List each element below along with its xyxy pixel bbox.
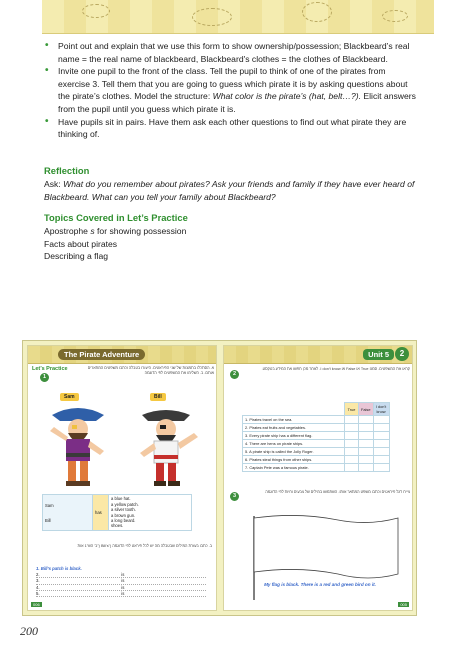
tick-cell[interactable] [359,456,374,464]
statement: 4. There are hens on pirate ships. [243,440,345,448]
topic-item: Describing a flag [44,251,109,262]
statement: 7. Captain Pete was a famous pirate. [243,464,345,472]
lets-practice-label: Let’s Practice [32,366,68,372]
topic-italic: s [90,226,95,236]
teaching-steps-list [58,40,418,141]
topics-list [44,225,424,263]
tick-cell[interactable] [359,432,374,440]
line-number: 2. [36,572,40,578]
table-row [243,432,390,440]
table-name: Bill [45,517,51,523]
line-number: 3. [36,578,40,584]
bullet-text: Have pupils sit in pairs. Have them ask each other questions to find out what pirate they are thinking of. [58,116,407,140]
topic-item: Apostrophe s for showing possession [44,226,187,236]
bullet-item [58,40,418,65]
flag-example-sentence: My flag is black. There is a red and green bird on it. [264,582,376,587]
tick-cell[interactable] [345,456,359,464]
instruction-text: א. הסתכלו בתמונות של שני הפיראטים. היעזרו בטבלה וכתבו משפטים המתארים אותם. ב. השלימו את המשפטים לפי הדוגמה [87,366,214,375]
exercise-number: 1 [40,373,49,382]
statement: 6. Pirates steal things from other ships. [243,456,345,464]
table-row [243,464,390,472]
right-page-number: 005 [400,602,407,607]
textbook-spread [22,340,417,616]
instruction-text: קראו את המשפטים. סמנו True או False או I don't know. לאחר מכן חפשו את המידע בטקסט. [261,367,410,371]
tick-cell[interactable] [345,448,359,456]
pirate-bill-illustration [128,401,204,491]
left-page-number: 006 [33,602,40,607]
table-name: Sam [45,502,54,508]
table-row [243,440,390,448]
bullet-item [58,116,418,141]
table-option: shoes. [111,523,124,529]
tick-cell[interactable] [373,456,389,464]
statement: 3. Every pirate ship has a different flag. [243,432,345,440]
decorative-map-banner [42,0,434,34]
unit-label: Unit 5 [363,349,394,360]
right-page [223,345,413,611]
tick-cell[interactable] [373,432,389,440]
exercise-number: 3 [230,492,239,501]
header-true: True [345,403,359,416]
example-sentence: 1. Bill’s patch is black. [36,566,82,571]
bullet-text: Invite one pupil to the front of the class. Tell the pupil to think of one of the pirates from exercise 3. Tell them that you are going to guess which pirate it is by asking questions about the pirate’s clothes. Model the structure: [58,66,408,102]
names-cell [43,495,93,531]
page-number: 200 [20,624,38,638]
line-word: is [121,584,125,590]
tick-cell[interactable] [359,424,374,432]
write-line[interactable] [36,591,206,597]
pirate-name-tag: Sam [60,393,79,401]
table-row [243,416,390,424]
table-option: a blue hat. [111,496,131,502]
unit-number-badge: 2 [395,347,409,361]
instruction-text-2: ב. כתבו בעזרת המילים שבטבלה מה יש לכל פיראט לפי הדוגמה ("Bill's ("ב' הש"1 אות [77,544,212,548]
word-dont-know: I don't know [320,367,341,371]
tick-cell[interactable] [345,432,359,440]
reflection-text [44,178,424,203]
statement: 2. Pirates eat fruits and vegetables. [243,424,345,432]
table-option: a silver tooth. [111,507,136,513]
word-true: True [360,367,369,371]
bullet-item [58,65,418,115]
line-word: is [121,590,125,596]
reflection-heading: Reflection [44,165,90,176]
table-row [243,424,390,432]
line-number: 5. [36,590,40,596]
table-option: a long beard. [111,517,136,523]
bullet-text: Elicit answers from the pupil until you guess which pirate it is. [58,91,416,114]
table-option: a brown gun. [111,512,136,518]
tick-cell[interactable] [373,464,389,472]
table-option: a yellow patch. [111,501,139,507]
header-false: False [359,403,374,416]
pirate-name-tag: Bill [150,393,166,401]
reflection-question: What do you remember about pirates? Ask your friends and family if they have ever heard of Blackbeard. What can you tell your family about Blackbeard? [44,179,415,202]
options-cell [109,495,192,531]
table-row [243,448,390,456]
page-title: The Pirate Adventure [58,349,145,360]
topics-heading: Topics Covered in Let’s Practice [44,212,188,223]
tick-cell[interactable] [359,464,374,472]
tick-cell[interactable] [359,416,374,424]
tick-cell[interactable] [345,464,359,472]
pirate-description-table [42,494,192,531]
tick-cell[interactable] [345,424,359,432]
tick-cell[interactable] [359,448,374,456]
header-dont-know: I don't know [373,403,389,416]
instruction-text-3: ציירו דגל פיראטים וכתבו משפט המתאר אותו. השתמשו במילים של צבעים וחיות לפי הדוגמה [265,490,410,494]
tick-cell[interactable] [373,424,389,432]
flag-drawing-area[interactable] [238,514,402,602]
bullet-text: Point out and explain that we use this form to show ownership/possession; Blackbeard’s real name = the real name of blackbeard, Blackbeard's clothes = the clothes of Blackbeard. [58,41,410,64]
tick-cell[interactable] [373,440,389,448]
statement: 1. Pirates travel on the sea. [243,416,345,424]
exercise-number: 2 [230,370,239,379]
line-word: is [121,578,125,584]
has-cell: has [93,495,109,531]
hint-text: ("Bill's ("ב' הש"1 אות [77,544,112,548]
line-number: 4. [36,584,40,590]
tick-cell[interactable] [373,416,389,424]
tick-cell[interactable] [345,440,359,448]
model-structure: What color is the pirate’s (hat, belt…?). [212,91,361,102]
true-false-table [242,402,390,472]
word-false: False [346,367,356,371]
tick-cell[interactable] [345,416,359,424]
topic-item: Facts about pirates [44,238,118,249]
pirate-sam-illustration [42,401,114,491]
line-word: is [121,572,125,578]
tick-cell[interactable] [359,440,374,448]
reflection-prefix: Ask: [44,179,64,189]
tick-cell[interactable] [373,448,389,456]
statement: 5. A pirate ship is called the Jolly Roger. [243,448,345,456]
left-page [27,345,217,611]
writing-lines [36,566,206,597]
table-row [243,456,390,464]
